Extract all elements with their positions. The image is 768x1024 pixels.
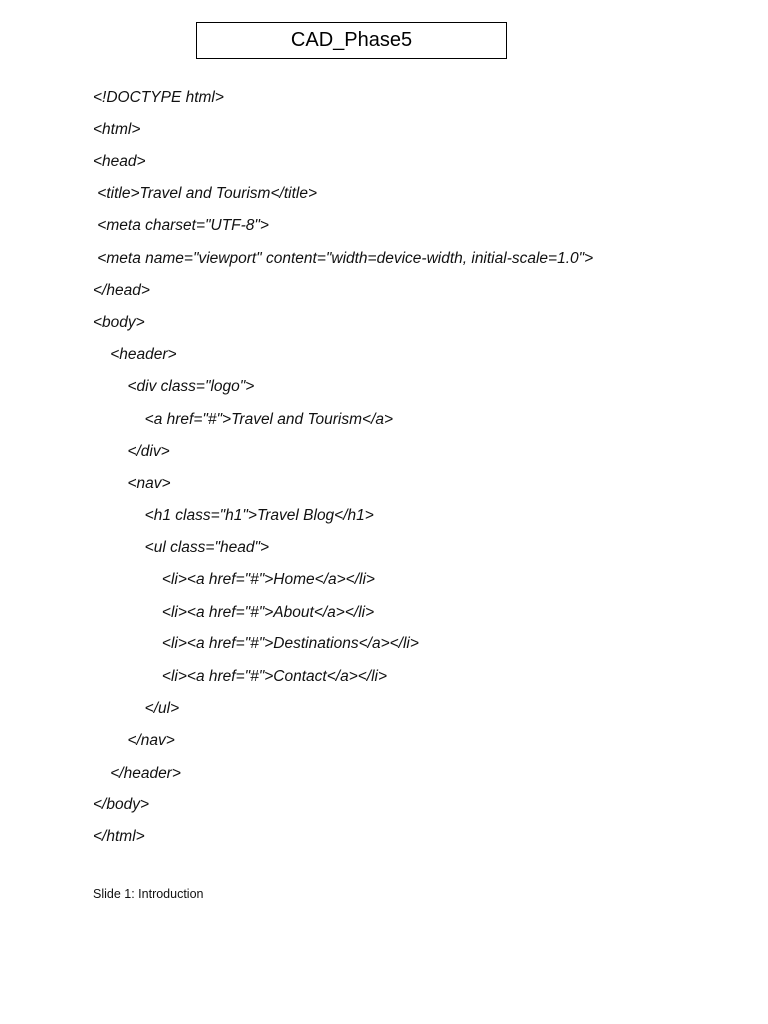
code-line: <header> — [93, 346, 177, 363]
code-line: </head> — [93, 282, 150, 299]
code-line: <li><a href="#">Contact</a></li> — [93, 668, 388, 685]
code-line: <nav> — [93, 475, 171, 492]
code-line: </ul> — [93, 700, 180, 717]
code-line: <meta charset="UTF-8"> — [93, 217, 269, 234]
code-line: <meta name="viewport" content="width=device-width, initial-scale=1.0"> — [93, 250, 594, 267]
code-line: <div class="logo"> — [93, 378, 255, 395]
code-line: <head> — [93, 153, 146, 170]
code-line: <html> — [93, 121, 141, 138]
code-line: </html> — [93, 828, 145, 845]
code-line: </header> — [93, 765, 181, 782]
slide-caption: Slide 1: Introduction — [93, 887, 204, 901]
code-line: <a href="#">Travel and Tourism</a> — [93, 411, 394, 428]
document-title: CAD_Phase5 — [196, 22, 507, 59]
code-line: <ul class="head"> — [93, 539, 270, 556]
code-line: </nav> — [93, 732, 175, 749]
code-line: <body> — [93, 314, 145, 331]
code-line: <li><a href="#">Destinations</a></li> — [93, 635, 419, 652]
code-line: </body> — [93, 796, 150, 813]
code-line: <li><a href="#">About</a></li> — [93, 604, 375, 621]
code-line: <!DOCTYPE html> — [93, 89, 224, 106]
code-line: <title>Travel and Tourism</title> — [93, 185, 318, 202]
code-line: </div> — [93, 443, 170, 460]
code-line: <li><a href="#">Home</a></li> — [93, 571, 375, 588]
code-line: <h1 class="h1">Travel Blog</h1> — [93, 507, 374, 524]
